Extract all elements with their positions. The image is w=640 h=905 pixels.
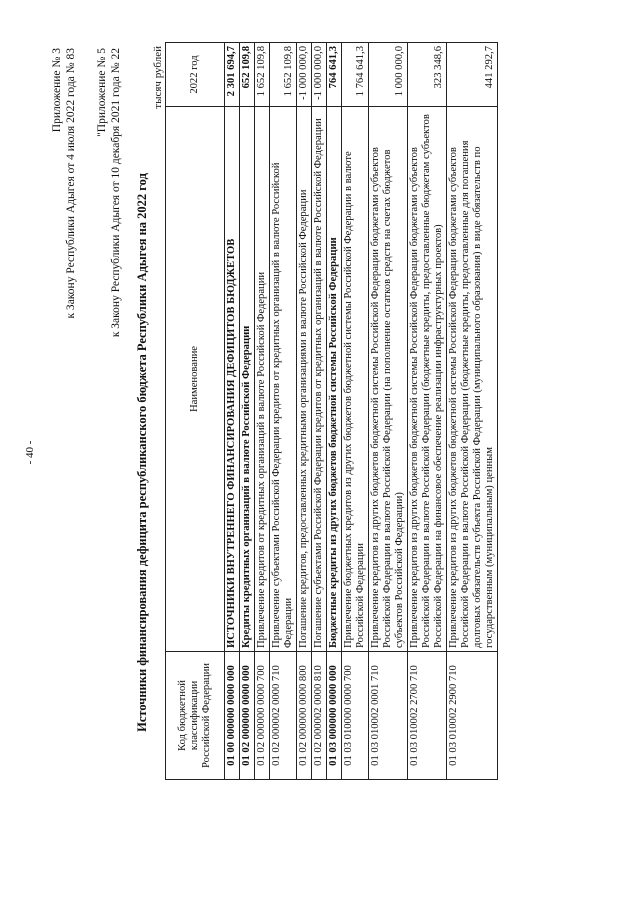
row-name: Погашение кредитов, предоставленных кредитными организациями в валюте Российской Федерации	[297, 107, 312, 652]
appendix-current-number: Приложение № 3	[51, 48, 63, 133]
table-row	[225, 43, 240, 780]
table-row	[447, 43, 498, 780]
row-code: 01 02 000000 0000 700	[255, 652, 270, 780]
table-row	[312, 43, 327, 780]
table-row	[408, 43, 447, 780]
row-code: 01 03 010002 0001 710	[369, 652, 408, 780]
row-code: 01 03 010000 0000 700	[342, 652, 369, 780]
row-name: Погашение субъектами Российской Федерации кредитов от кредитных организаций в валюте Российской Федерации	[312, 107, 327, 652]
budget-table	[165, 42, 498, 780]
table-row	[297, 43, 312, 780]
table-row	[327, 43, 342, 780]
table-row	[342, 43, 369, 780]
row-amount: 764 641,3	[327, 43, 342, 107]
row-name: Бюджетные кредиты из других бюджетов бюджетной системы Российской Федерации	[327, 107, 342, 652]
row-amount: -1 000 000,0	[312, 43, 327, 107]
header-code: Код бюджетной классификации Российской Федерации	[166, 652, 225, 780]
row-amount: 441 292,7	[447, 43, 498, 107]
row-code: 01 02 000002 0000 810	[312, 652, 327, 780]
row-name: Привлечение кредитов от кредитных организаций в валюте Российской Федерации	[255, 107, 270, 652]
unit-label: тысяч рублей	[152, 46, 164, 109]
row-code: 01 02 000000 0000 000	[240, 652, 255, 780]
row-amount: 2 301 694,7	[225, 43, 240, 107]
row-name: Кредиты кредитных организаций в валюте Российской Федерации	[240, 107, 255, 652]
row-amount: -1 000 000,0	[297, 43, 312, 107]
row-amount: 1 652 109,8	[255, 43, 270, 107]
table-row	[369, 43, 408, 780]
appendix-current	[50, 48, 78, 319]
row-name: Привлечение бюджетных кредитов из других бюджетов бюджетной системы Российской Федерации в валюте Российской Федерации	[342, 107, 369, 652]
appendix-original	[95, 48, 123, 337]
header-name: Наименование	[166, 107, 225, 652]
appendix-current-law: к Закону Республики Адыгея от 4 июля 2022 года № 83	[65, 48, 77, 319]
table-row	[255, 43, 270, 780]
row-amount: 323 348,6	[408, 43, 447, 107]
row-code: 01 02 000002 0000 710	[270, 652, 297, 780]
row-amount: 652 109,8	[240, 43, 255, 107]
row-name: Привлечение кредитов из других бюджетов бюджетной системы Российской Федерации бюджетами субъектов Российской Федерации в валюте Российской Федерации (на пополнение остатков средств на счетах бюджетов субъектов Российской Федерации)	[369, 107, 408, 652]
table-header-row	[166, 43, 225, 780]
table-row	[240, 43, 255, 780]
row-name: ИСТОЧНИКИ ВНУТРЕННЕГО ФИНАНСИРОВАНИЯ ДЕФИЦИТОВ БЮДЖЕТОВ	[225, 107, 240, 652]
table-row	[270, 43, 297, 780]
header-amount: 2022 год	[166, 43, 225, 107]
row-code: 01 03 010002 2700 710	[408, 652, 447, 780]
row-amount: 1 764 641,3	[342, 43, 369, 107]
row-name: Привлечение субъектами Российской Федерации кредитов от кредитных организаций в валюте Российской Федерации	[270, 107, 297, 652]
appendix-original-law: к Закону Республики Адыгея от 10 декабря 2021 года № 22	[110, 48, 122, 338]
row-name: Привлечение кредитов из других бюджетов бюджетной системы Российской Федерации бюджетами субъектов Российской Федерации в валюте Российской Федерации (бюджетные кредиты, предоставленные для погашения долговых обязательств субъекта Российской Федерации (муниципального образования) в виде обязательств по государственным (муниципальным) ценным	[447, 107, 498, 652]
row-code: 01 00 000000 0000 000	[225, 652, 240, 780]
row-code: 01 03 000000 0000 000	[327, 652, 342, 780]
page-number: - 40 -	[24, 440, 36, 465]
appendix-original-number: "Приложение № 5	[96, 48, 108, 137]
document-title: Источники финансирования дефицита республиканского бюджета Республики Адыгея на 2022 год	[135, 173, 149, 732]
row-amount: 1 000 000,0	[369, 43, 408, 107]
row-code: 01 02 000000 0000 800	[297, 652, 312, 780]
row-name: Привлечение кредитов из других бюджетов бюджетной системы Российской Федерации бюджетами субъектов Российской Федерации в валюте Российской Федерации (бюджетные кредиты, предоставленные бюджетам субъектов Российской Федерации на финансовое обеспечение реализации инфраструктурных проектов)	[408, 107, 447, 652]
row-amount: 1 652 109,8	[270, 43, 297, 107]
row-code: 01 03 010002 2900 710	[447, 652, 498, 780]
